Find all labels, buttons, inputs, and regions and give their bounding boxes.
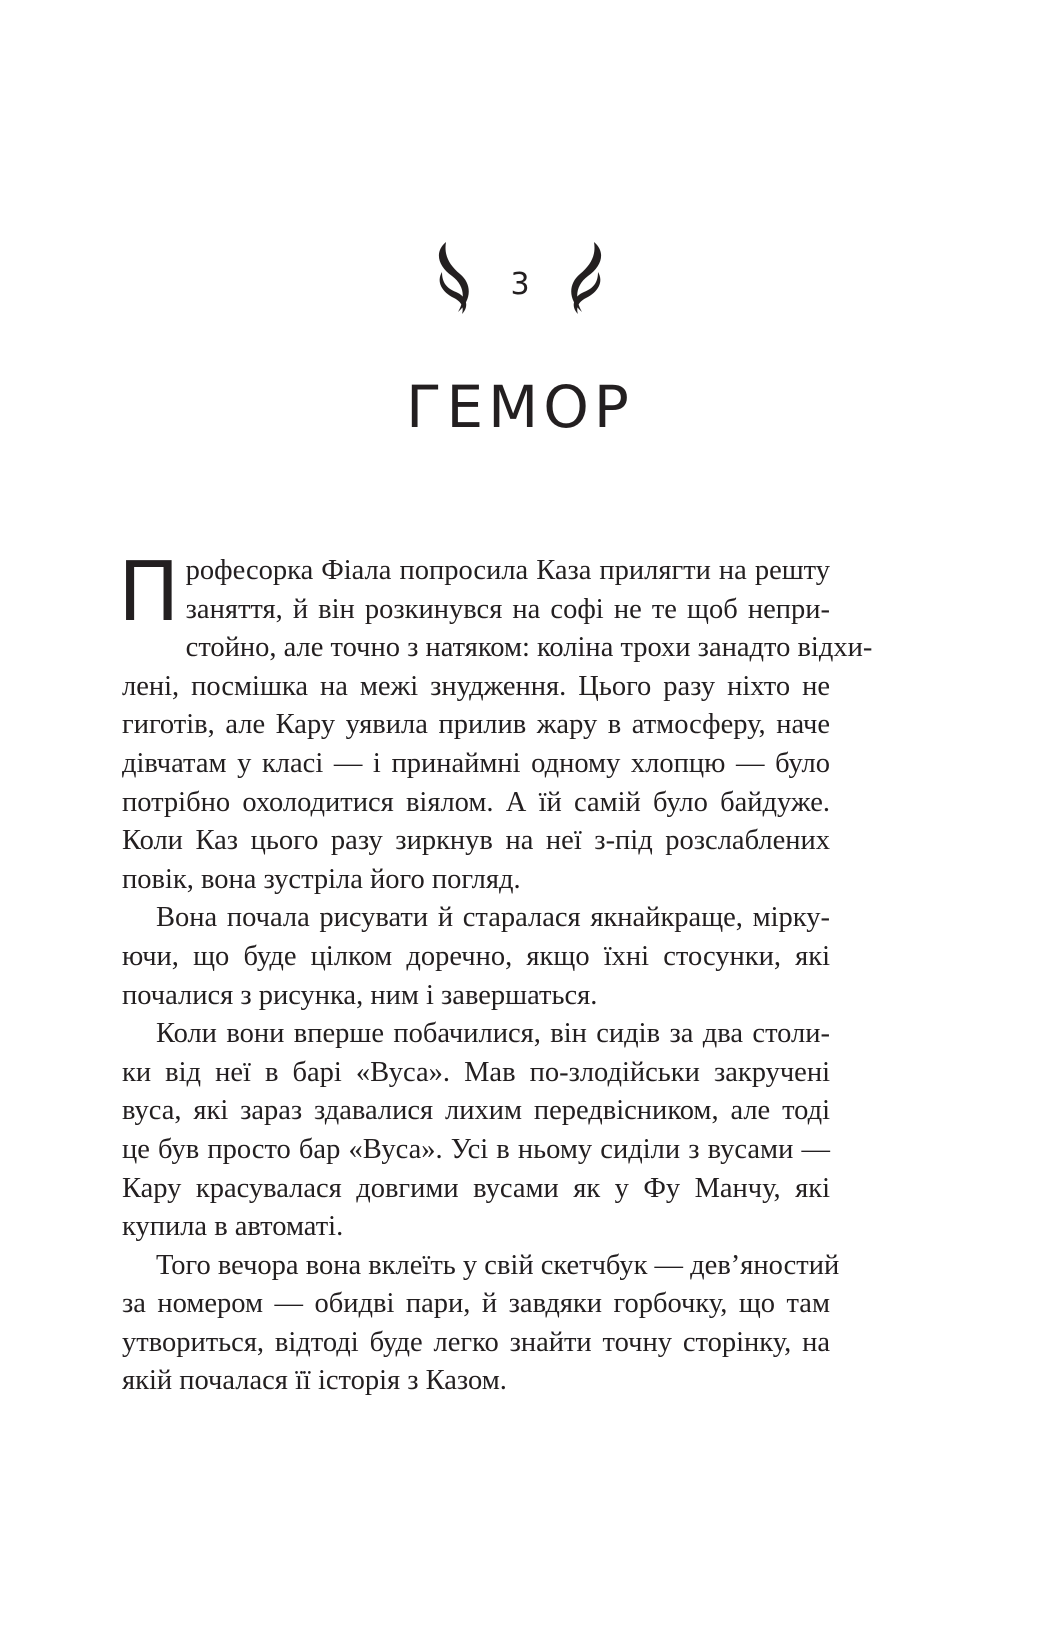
text-line: ючи, що буде цілком доречно, якщо їхні стосунки, які — [122, 940, 830, 972]
text-line: Коли вони вперше побачилися, він сидів за два столи- — [156, 1018, 830, 1050]
chapter-body — [118, 545, 873, 1401]
drop-cap: П — [118, 545, 180, 640]
flourish-right-icon — [552, 238, 608, 318]
text-line: вуса, які зараз здавалися лихим передвісником, але тоді — [122, 1095, 830, 1127]
text-line: утвориться, відтоді буде легко знайти точну сторінку, на — [122, 1326, 830, 1358]
text-line: ки від неї в барі «Вуса». Мав по-злодійськи закручені — [122, 1056, 830, 1088]
text-line: Того вечора вона вклеїть у свій скетчбук — дев’яностий — [156, 1249, 840, 1281]
text-line: дівчатам у класі — і принаймні одному хлопцю — було — [122, 747, 830, 779]
text-line: це був просто бар «Вуса». Усі в ньому сиділи з вусами — — [122, 1133, 830, 1165]
text-line: почалися з рисунка, ним і завершаться. — [122, 979, 598, 1011]
chapter-heading — [0, 238, 1040, 318]
text-line: якій почалася її історія з Казом. — [122, 1365, 507, 1397]
paragraph-4 — [122, 1247, 840, 1401]
paragraph-1 — [118, 545, 873, 899]
chapter-number: 3 — [510, 267, 530, 302]
chapter-title: ГЕМОР — [406, 373, 634, 441]
text-line: лені, посмішка на межі знудження. Цього разу ніхто не — [122, 670, 830, 702]
text-line: стойно, але точно з натяком: коліна трохи занадто відхи- — [185, 632, 873, 664]
text-line: купила в автоматі. — [122, 1211, 344, 1243]
flourish-left-icon — [432, 238, 488, 318]
paragraph-3 — [122, 1015, 830, 1247]
text-line: Вона почала рисувати й старалася якнайкраще, мірку- — [156, 902, 830, 934]
text-line: рофесорка Фіала попросила Каза прилягти на решту — [185, 555, 830, 586]
text-line: за номером — обидві пари, й завдяки горбочку, що там — [122, 1288, 830, 1320]
text-line: повік, вона зустріла його погляд. — [122, 863, 521, 895]
text-line: Коли Каз цього разу зиркнув на неї з-під розслаблених — [122, 825, 830, 857]
paragraph-2 — [122, 899, 830, 1015]
text-line: заняття, й він розкинувся на софі не те щоб непри- — [185, 593, 830, 625]
text-line: гиготів, але Кару уявила прилив жару в атмосферу, наче — [122, 709, 830, 741]
text-line: Кару красувалася довгими вусами як у Фу Манчу, які — [122, 1172, 830, 1204]
text-line: потрібно охолодитися віялом. А їй самій було байдуже. — [122, 786, 830, 818]
